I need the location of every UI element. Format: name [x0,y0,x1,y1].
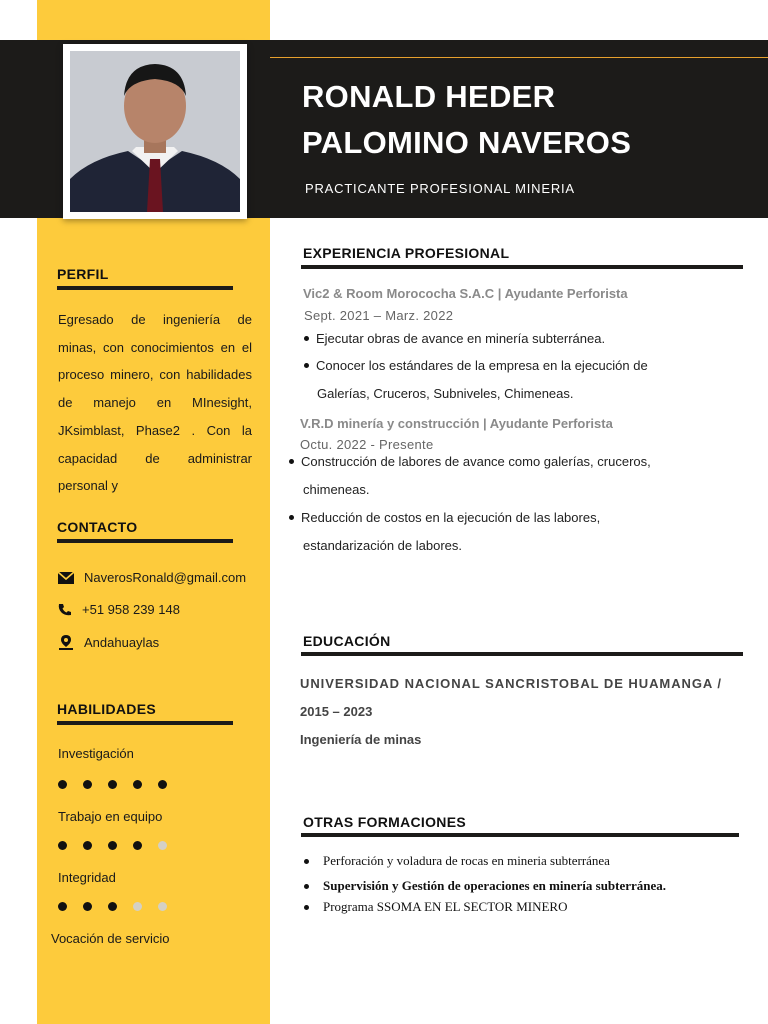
profile-heading: PERFIL [57,266,109,282]
envelope-icon [58,572,74,584]
contact-phone-text: +51 958 239 148 [82,602,180,617]
rating-dot [108,841,117,850]
job-1-date: Sept. 2021 – Marz. 2022 [304,308,454,323]
bullet-icon [289,515,294,520]
bullet-text: Ejecutar obras de avance en minería subterránea. [316,331,606,346]
location-icon [58,634,74,650]
rating-dot [83,780,92,789]
rating-dot [58,902,67,911]
bullet-icon [304,859,309,864]
job-2-bullet-continuation: estandarización de labores. [303,538,462,553]
course-text: Programa SSOMA EN EL SECTOR MINERO [323,899,568,914]
rating-dot [158,902,167,911]
bullet-text: Conocer los estándares de la empresa en la ejecución de [316,358,648,373]
bullet-icon [304,363,309,368]
experience-heading: EXPERIENCIA PROFESIONAL [303,245,510,261]
skill-vocacion-servicio: Vocación de servicio [51,931,170,946]
name-line-2: PALOMINO NAVEROS [302,125,632,160]
skills-heading: HABILIDADES [57,701,156,717]
skill-rating-trabajo-equipo [58,841,183,850]
rating-dot [58,780,67,789]
course-item [304,853,610,869]
header-accent-line [270,57,768,58]
bullet-text: Reducción de costos en la ejecución de las labores, [301,510,601,525]
skills-rule [57,721,233,725]
bullet-icon [304,905,309,910]
profile-text: Egresado de ingeniería de minas, con conocimientos en el proceso minero, con habilidades de manejo en MInesight, JKsimblast, Phase2 . Con la capacidad de administrar personal y [58,312,252,494]
skill-integridad: Integridad [58,870,116,885]
job-1-bullet [304,352,648,380]
rating-dot [133,841,142,850]
skill-rating-investigacion [58,780,183,789]
profile-rule [57,286,233,290]
profile-photo-frame [63,44,247,219]
rating-dot [108,902,117,911]
bullet-text: Construcción de labores de avance como galerías, cruceros, [301,454,651,469]
rating-dot [133,902,142,911]
skill-trabajo-equipo: Trabajo en equipo [58,809,163,824]
bullet-icon [304,884,309,889]
education-rule [301,652,743,656]
course-text: Supervisión y Gestión de operaciones en minería subterránea. [323,878,667,893]
name-line-1: RONALD HEDER [302,79,556,114]
education-university: UNIVERSIDAD NACIONAL SANCRISTOBAL DE HUAMANGA / [300,676,722,691]
portrait-image [70,51,240,212]
course-item [304,899,567,915]
contact-rule [57,539,233,543]
job-2-bullet [289,504,600,532]
education-heading: EDUCACIÓN [303,633,391,649]
course-item [304,878,666,894]
rating-dot [158,841,167,850]
education-years: 2015 – 2023 [300,704,373,719]
skill-investigacion: Investigación [58,746,134,761]
phone-icon [58,603,72,617]
experience-rule [301,265,743,269]
job-2-bullet-continuation: chimeneas. [303,482,370,497]
job-1-title: Vic2 & Room Morococha S.A.C | Ayudante Perforista [303,286,628,301]
rating-dot [58,841,67,850]
job-2-date: Octu. 2022 - Presente [300,437,434,452]
course-text: Perforación y voladura de rocas en mineria subterránea [323,853,610,868]
profile-photo [70,51,240,212]
contact-location-text: Andahuaylas [84,634,160,650]
contact-email-text: NaverosRonald@gmail.com [84,570,247,585]
rating-dot [83,841,92,850]
job-2-title: V.R.D minería y construcción | Ayudante Perforista [300,416,613,431]
contact-location [58,634,159,650]
other-training-rule [301,833,739,837]
contact-heading: CONTACTO [57,519,138,535]
contact-email[interactable] [58,570,246,585]
education-degree: Ingeniería de minas [300,732,422,747]
job-role: PRACTICANTE PROFESIONAL MINERIA [305,181,575,196]
other-training-heading: OTRAS FORMACIONES [303,814,466,830]
bullet-icon [304,336,309,341]
job-1-bullet [304,325,605,353]
contact-phone[interactable] [58,602,180,617]
rating-dot [108,780,117,789]
job-2-bullet [289,448,651,476]
rating-dot [133,780,142,789]
rating-dot [158,780,167,789]
job-1-bullet-continuation: Galerías, Cruceros, Subniveles, Chimeneas. [317,386,574,401]
rating-dot [83,902,92,911]
bullet-icon [289,459,294,464]
skill-rating-integridad [58,902,183,911]
